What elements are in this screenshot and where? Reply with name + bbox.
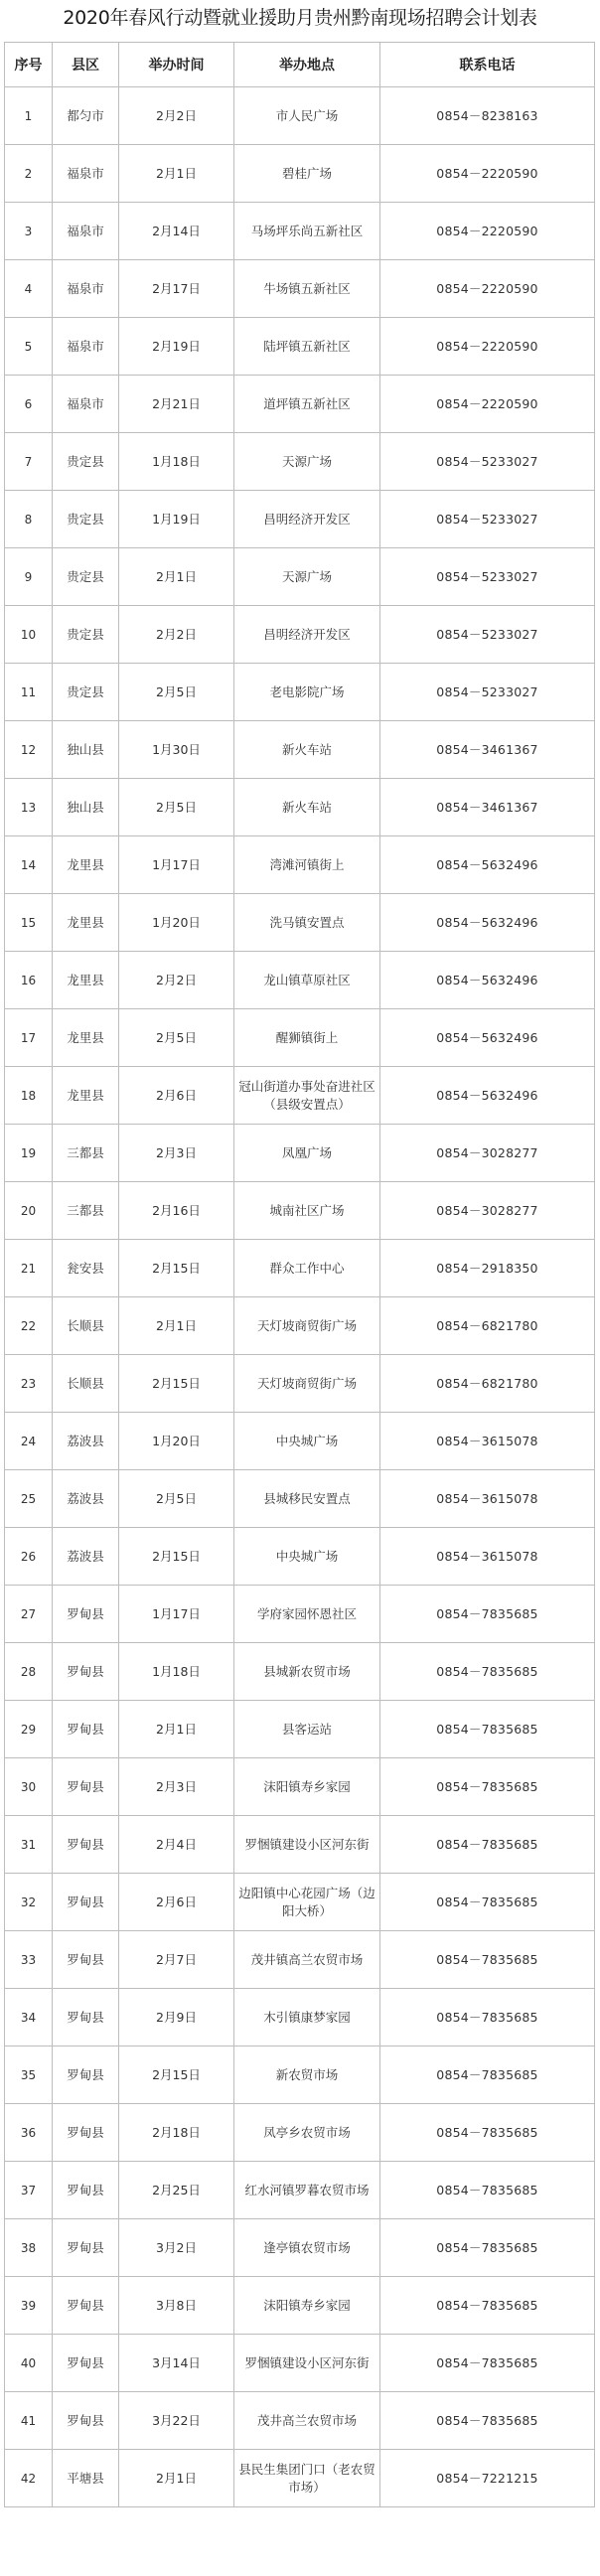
row-date: 1月17日 bbox=[119, 836, 234, 894]
row-date: 2月5日 bbox=[119, 664, 234, 721]
row-date: 2月2日 bbox=[119, 606, 234, 664]
row-date: 2月3日 bbox=[119, 1125, 234, 1182]
column-header-phone: 联系电话 bbox=[380, 43, 595, 87]
row-index: 35 bbox=[5, 2046, 53, 2104]
row-date: 2月4日 bbox=[119, 1816, 234, 1874]
row-date: 2月25日 bbox=[119, 2162, 234, 2219]
row-date: 2月1日 bbox=[119, 145, 234, 203]
row-phone: 0854－7835685 bbox=[380, 1586, 595, 1643]
row-county: 罗甸县 bbox=[53, 2046, 119, 2104]
row-county: 三都县 bbox=[53, 1182, 119, 1240]
row-phone: 0854－5632496 bbox=[380, 1067, 595, 1125]
row-date: 3月22日 bbox=[119, 2392, 234, 2450]
table-row bbox=[5, 376, 595, 433]
row-county: 贵定县 bbox=[53, 491, 119, 548]
row-phone: 0854－7835685 bbox=[380, 1816, 595, 1874]
row-phone: 0854－7835685 bbox=[380, 2104, 595, 2162]
row-county: 荔波县 bbox=[53, 1470, 119, 1528]
row-venue: 龙山镇草原社区 bbox=[234, 952, 380, 1009]
row-index: 1 bbox=[5, 87, 53, 145]
row-phone: 0854－8238163 bbox=[380, 87, 595, 145]
table-row bbox=[5, 2450, 595, 2507]
table-row bbox=[5, 1240, 595, 1297]
row-index: 28 bbox=[5, 1643, 53, 1701]
row-venue: 中央城广场 bbox=[234, 1528, 380, 1586]
table-row bbox=[5, 1931, 595, 1989]
row-phone: 0854－2220590 bbox=[380, 318, 595, 376]
table-header-row bbox=[5, 43, 595, 87]
table-row bbox=[5, 1643, 595, 1701]
row-venue: 中央城广场 bbox=[234, 1413, 380, 1470]
row-county: 贵定县 bbox=[53, 664, 119, 721]
row-date: 2月2日 bbox=[119, 952, 234, 1009]
table-row bbox=[5, 1297, 595, 1355]
recruitment-schedule-table bbox=[4, 42, 595, 2507]
row-date: 2月15日 bbox=[119, 1240, 234, 1297]
table-row bbox=[5, 1816, 595, 1874]
row-phone: 0854－7835685 bbox=[380, 2046, 595, 2104]
row-index: 18 bbox=[5, 1067, 53, 1125]
table-row bbox=[5, 1586, 595, 1643]
table-row bbox=[5, 2277, 595, 2335]
row-venue: 县民生集团门口（老农贸市场） bbox=[234, 2450, 380, 2507]
row-date: 2月19日 bbox=[119, 318, 234, 376]
row-phone: 0854－3028277 bbox=[380, 1182, 595, 1240]
row-index: 42 bbox=[5, 2450, 53, 2507]
row-county: 贵定县 bbox=[53, 548, 119, 606]
table-row bbox=[5, 1067, 595, 1125]
row-venue: 碧桂广场 bbox=[234, 145, 380, 203]
row-date: 1月20日 bbox=[119, 894, 234, 952]
row-date: 2月2日 bbox=[119, 87, 234, 145]
row-venue: 冠山街道办事处奋进社区（县级安置点） bbox=[234, 1067, 380, 1125]
table-row bbox=[5, 2219, 595, 2277]
row-index: 6 bbox=[5, 376, 53, 433]
column-header-county: 县区 bbox=[53, 43, 119, 87]
row-phone: 0854－5233027 bbox=[380, 491, 595, 548]
row-county: 罗甸县 bbox=[53, 2335, 119, 2392]
row-date: 2月16日 bbox=[119, 1182, 234, 1240]
row-phone: 0854－7835685 bbox=[380, 2219, 595, 2277]
row-phone: 0854－7835685 bbox=[380, 1758, 595, 1816]
row-venue: 茂井镇高兰农贸市场 bbox=[234, 1931, 380, 1989]
row-phone: 0854－5632496 bbox=[380, 894, 595, 952]
row-date: 2月15日 bbox=[119, 1355, 234, 1413]
row-index: 32 bbox=[5, 1874, 53, 1931]
row-phone: 0854－5632496 bbox=[380, 952, 595, 1009]
row-venue: 道坪镇五新社区 bbox=[234, 376, 380, 433]
row-index: 25 bbox=[5, 1470, 53, 1528]
row-venue: 天源广场 bbox=[234, 548, 380, 606]
table-row bbox=[5, 203, 595, 260]
row-date: 2月5日 bbox=[119, 1009, 234, 1067]
column-header-date: 举办时间 bbox=[119, 43, 234, 87]
table-row bbox=[5, 1528, 595, 1586]
row-county: 独山县 bbox=[53, 721, 119, 779]
row-venue: 逢亭镇农贸市场 bbox=[234, 2219, 380, 2277]
table-row bbox=[5, 433, 595, 491]
table-row bbox=[5, 664, 595, 721]
row-date: 2月9日 bbox=[119, 1989, 234, 2046]
row-phone: 0854－3615078 bbox=[380, 1470, 595, 1528]
row-county: 福泉市 bbox=[53, 376, 119, 433]
row-index: 2 bbox=[5, 145, 53, 203]
row-phone: 0854－5233027 bbox=[380, 606, 595, 664]
row-phone: 0854－5632496 bbox=[380, 836, 595, 894]
row-index: 4 bbox=[5, 260, 53, 318]
row-county: 荔波县 bbox=[53, 1413, 119, 1470]
row-phone: 0854－3615078 bbox=[380, 1413, 595, 1470]
row-county: 平塘县 bbox=[53, 2450, 119, 2507]
row-index: 26 bbox=[5, 1528, 53, 1586]
row-date: 2月14日 bbox=[119, 203, 234, 260]
row-index: 7 bbox=[5, 433, 53, 491]
row-index: 20 bbox=[5, 1182, 53, 1240]
row-venue: 县客运站 bbox=[234, 1701, 380, 1758]
table-row bbox=[5, 1701, 595, 1758]
table-row bbox=[5, 1874, 595, 1931]
row-phone: 0854－2918350 bbox=[380, 1240, 595, 1297]
table-row bbox=[5, 2104, 595, 2162]
row-phone: 0854－5233027 bbox=[380, 664, 595, 721]
row-phone: 0854－7835685 bbox=[380, 1874, 595, 1931]
row-index: 14 bbox=[5, 836, 53, 894]
row-index: 9 bbox=[5, 548, 53, 606]
table-row bbox=[5, 1355, 595, 1413]
table-row bbox=[5, 2392, 595, 2450]
row-index: 36 bbox=[5, 2104, 53, 2162]
row-date: 2月5日 bbox=[119, 779, 234, 836]
table-row bbox=[5, 1989, 595, 2046]
row-venue: 洗马镇安置点 bbox=[234, 894, 380, 952]
row-county: 罗甸县 bbox=[53, 1701, 119, 1758]
row-phone: 0854－6821780 bbox=[380, 1355, 595, 1413]
row-county: 福泉市 bbox=[53, 145, 119, 203]
row-venue: 昌明经济开发区 bbox=[234, 491, 380, 548]
table-row bbox=[5, 952, 595, 1009]
row-index: 37 bbox=[5, 2162, 53, 2219]
row-county: 罗甸县 bbox=[53, 1931, 119, 1989]
row-county: 长顺县 bbox=[53, 1355, 119, 1413]
row-venue: 新火车站 bbox=[234, 721, 380, 779]
row-date: 2月21日 bbox=[119, 376, 234, 433]
row-phone: 0854－5233027 bbox=[380, 548, 595, 606]
row-index: 19 bbox=[5, 1125, 53, 1182]
row-county: 罗甸县 bbox=[53, 1758, 119, 1816]
row-date: 1月20日 bbox=[119, 1413, 234, 1470]
row-phone: 0854－7835685 bbox=[380, 1701, 595, 1758]
row-venue: 牛场镇五新社区 bbox=[234, 260, 380, 318]
row-county: 龙里县 bbox=[53, 952, 119, 1009]
row-index: 29 bbox=[5, 1701, 53, 1758]
column-header-venue: 举办地点 bbox=[234, 43, 380, 87]
row-venue: 湾滩河镇街上 bbox=[234, 836, 380, 894]
row-county: 罗甸县 bbox=[53, 1586, 119, 1643]
row-county: 贵定县 bbox=[53, 433, 119, 491]
row-date: 3月8日 bbox=[119, 2277, 234, 2335]
row-county: 福泉市 bbox=[53, 318, 119, 376]
row-county: 福泉市 bbox=[53, 203, 119, 260]
row-venue: 沫阳镇寿乡家园 bbox=[234, 2277, 380, 2335]
row-venue: 新农贸市场 bbox=[234, 2046, 380, 2104]
row-phone: 0854－2220590 bbox=[380, 203, 595, 260]
row-index: 13 bbox=[5, 779, 53, 836]
row-venue: 天灯坡商贸街广场 bbox=[234, 1355, 380, 1413]
row-county: 罗甸县 bbox=[53, 1643, 119, 1701]
row-county: 罗甸县 bbox=[53, 1874, 119, 1931]
table-row bbox=[5, 1470, 595, 1528]
row-venue: 红水河镇罗暮农贸市场 bbox=[234, 2162, 380, 2219]
row-index: 17 bbox=[5, 1009, 53, 1067]
table-row bbox=[5, 2335, 595, 2392]
row-venue: 市人民广场 bbox=[234, 87, 380, 145]
table-row bbox=[5, 779, 595, 836]
row-date: 2月3日 bbox=[119, 1758, 234, 1816]
row-county: 罗甸县 bbox=[53, 2277, 119, 2335]
row-phone: 0854－3615078 bbox=[380, 1528, 595, 1586]
row-date: 3月14日 bbox=[119, 2335, 234, 2392]
row-date: 2月6日 bbox=[119, 1067, 234, 1125]
row-phone: 0854－7835685 bbox=[380, 1989, 595, 2046]
row-venue: 边阳镇中心花园广场（边阳大桥） bbox=[234, 1874, 380, 1931]
row-index: 10 bbox=[5, 606, 53, 664]
row-phone: 0854－7835685 bbox=[380, 2162, 595, 2219]
row-county: 三都县 bbox=[53, 1125, 119, 1182]
row-index: 39 bbox=[5, 2277, 53, 2335]
row-index: 11 bbox=[5, 664, 53, 721]
table-row bbox=[5, 318, 595, 376]
row-venue: 天灯坡商贸街广场 bbox=[234, 1297, 380, 1355]
row-venue: 县城移民安置点 bbox=[234, 1470, 380, 1528]
table-row bbox=[5, 894, 595, 952]
table-row bbox=[5, 1125, 595, 1182]
row-date: 1月18日 bbox=[119, 433, 234, 491]
row-phone: 0854－3461367 bbox=[380, 779, 595, 836]
row-index: 12 bbox=[5, 721, 53, 779]
row-date: 2月18日 bbox=[119, 2104, 234, 2162]
row-date: 1月30日 bbox=[119, 721, 234, 779]
row-date: 1月18日 bbox=[119, 1643, 234, 1701]
row-venue: 县城新农贸市场 bbox=[234, 1643, 380, 1701]
row-county: 贵定县 bbox=[53, 606, 119, 664]
row-county: 罗甸县 bbox=[53, 2162, 119, 2219]
column-header-index: 序号 bbox=[5, 43, 53, 87]
row-venue: 沫阳镇寿乡家园 bbox=[234, 1758, 380, 1816]
table-row bbox=[5, 2162, 595, 2219]
row-county: 罗甸县 bbox=[53, 1989, 119, 2046]
row-date: 2月7日 bbox=[119, 1931, 234, 1989]
row-date: 1月19日 bbox=[119, 491, 234, 548]
row-date: 3月2日 bbox=[119, 2219, 234, 2277]
row-county: 罗甸县 bbox=[53, 2104, 119, 2162]
row-date: 2月6日 bbox=[119, 1874, 234, 1931]
row-county: 龙里县 bbox=[53, 1009, 119, 1067]
row-phone: 0854－7835685 bbox=[380, 2277, 595, 2335]
row-date: 2月1日 bbox=[119, 548, 234, 606]
row-venue: 木引镇康梦家园 bbox=[234, 1989, 380, 2046]
row-date: 2月15日 bbox=[119, 2046, 234, 2104]
table-row bbox=[5, 1758, 595, 1816]
row-phone: 0854－2220590 bbox=[380, 145, 595, 203]
row-index: 31 bbox=[5, 1816, 53, 1874]
row-index: 22 bbox=[5, 1297, 53, 1355]
row-venue: 群众工作中心 bbox=[234, 1240, 380, 1297]
row-venue: 罗悃镇建设小区河东街 bbox=[234, 1816, 380, 1874]
row-phone: 0854－7835685 bbox=[380, 2335, 595, 2392]
row-phone: 0854－7221215 bbox=[380, 2450, 595, 2507]
table-row bbox=[5, 491, 595, 548]
row-index: 16 bbox=[5, 952, 53, 1009]
row-county: 罗甸县 bbox=[53, 2392, 119, 2450]
row-venue: 罗悃镇建设小区河东街 bbox=[234, 2335, 380, 2392]
row-date: 2月5日 bbox=[119, 1470, 234, 1528]
row-index: 15 bbox=[5, 894, 53, 952]
row-phone: 0854－5632496 bbox=[380, 1009, 595, 1067]
row-date: 2月15日 bbox=[119, 1528, 234, 1586]
row-phone: 0854－3461367 bbox=[380, 721, 595, 779]
row-index: 23 bbox=[5, 1355, 53, 1413]
row-phone: 0854－5233027 bbox=[380, 433, 595, 491]
row-county: 罗甸县 bbox=[53, 2219, 119, 2277]
row-index: 34 bbox=[5, 1989, 53, 2046]
table-row bbox=[5, 260, 595, 318]
table-row bbox=[5, 721, 595, 779]
row-date: 2月1日 bbox=[119, 2450, 234, 2507]
row-index: 3 bbox=[5, 203, 53, 260]
row-index: 5 bbox=[5, 318, 53, 376]
row-date: 2月1日 bbox=[119, 1701, 234, 1758]
row-index: 33 bbox=[5, 1931, 53, 1989]
row-venue: 老电影院广场 bbox=[234, 664, 380, 721]
row-index: 21 bbox=[5, 1240, 53, 1297]
row-county: 龙里县 bbox=[53, 894, 119, 952]
row-county: 福泉市 bbox=[53, 260, 119, 318]
row-index: 40 bbox=[5, 2335, 53, 2392]
table-row bbox=[5, 87, 595, 145]
table-row bbox=[5, 1009, 595, 1067]
row-venue: 天源广场 bbox=[234, 433, 380, 491]
row-index: 24 bbox=[5, 1413, 53, 1470]
row-venue: 马场坪乐尚五新社区 bbox=[234, 203, 380, 260]
row-phone: 0854－6821780 bbox=[380, 1297, 595, 1355]
table-row bbox=[5, 836, 595, 894]
row-county: 龙里县 bbox=[53, 1067, 119, 1125]
row-date: 2月1日 bbox=[119, 1297, 234, 1355]
row-index: 38 bbox=[5, 2219, 53, 2277]
row-index: 30 bbox=[5, 1758, 53, 1816]
row-venue: 城南社区广场 bbox=[234, 1182, 380, 1240]
row-phone: 0854－7835685 bbox=[380, 1931, 595, 1989]
row-county: 龙里县 bbox=[53, 836, 119, 894]
table-row bbox=[5, 606, 595, 664]
row-county: 长顺县 bbox=[53, 1297, 119, 1355]
row-phone: 0854－7835685 bbox=[380, 1643, 595, 1701]
table-row bbox=[5, 548, 595, 606]
row-venue: 学府家园怀恩社区 bbox=[234, 1586, 380, 1643]
row-index: 8 bbox=[5, 491, 53, 548]
row-county: 独山县 bbox=[53, 779, 119, 836]
row-county: 都匀市 bbox=[53, 87, 119, 145]
row-venue: 凤凰广场 bbox=[234, 1125, 380, 1182]
row-county: 荔波县 bbox=[53, 1528, 119, 1586]
row-county: 罗甸县 bbox=[53, 1816, 119, 1874]
table-row bbox=[5, 1413, 595, 1470]
row-phone: 0854－2220590 bbox=[380, 376, 595, 433]
row-phone: 0854－7835685 bbox=[380, 2392, 595, 2450]
row-date: 2月17日 bbox=[119, 260, 234, 318]
table-row bbox=[5, 1182, 595, 1240]
page-title: 2020年春风行动暨就业援助月贵州黔南现场招聘会计划表 bbox=[63, 7, 537, 29]
row-date: 1月17日 bbox=[119, 1586, 234, 1643]
row-venue: 醒狮镇街上 bbox=[234, 1009, 380, 1067]
row-phone: 0854－3028277 bbox=[380, 1125, 595, 1182]
row-index: 27 bbox=[5, 1586, 53, 1643]
table-row bbox=[5, 145, 595, 203]
row-venue: 茂井高兰农贸市场 bbox=[234, 2392, 380, 2450]
row-venue: 陆坪镇五新社区 bbox=[234, 318, 380, 376]
row-venue: 凤亭乡农贸市场 bbox=[234, 2104, 380, 2162]
row-index: 41 bbox=[5, 2392, 53, 2450]
table-row bbox=[5, 2046, 595, 2104]
row-county: 瓮安县 bbox=[53, 1240, 119, 1297]
row-phone: 0854－2220590 bbox=[380, 260, 595, 318]
row-venue: 昌明经济开发区 bbox=[234, 606, 380, 664]
row-venue: 新火车站 bbox=[234, 779, 380, 836]
